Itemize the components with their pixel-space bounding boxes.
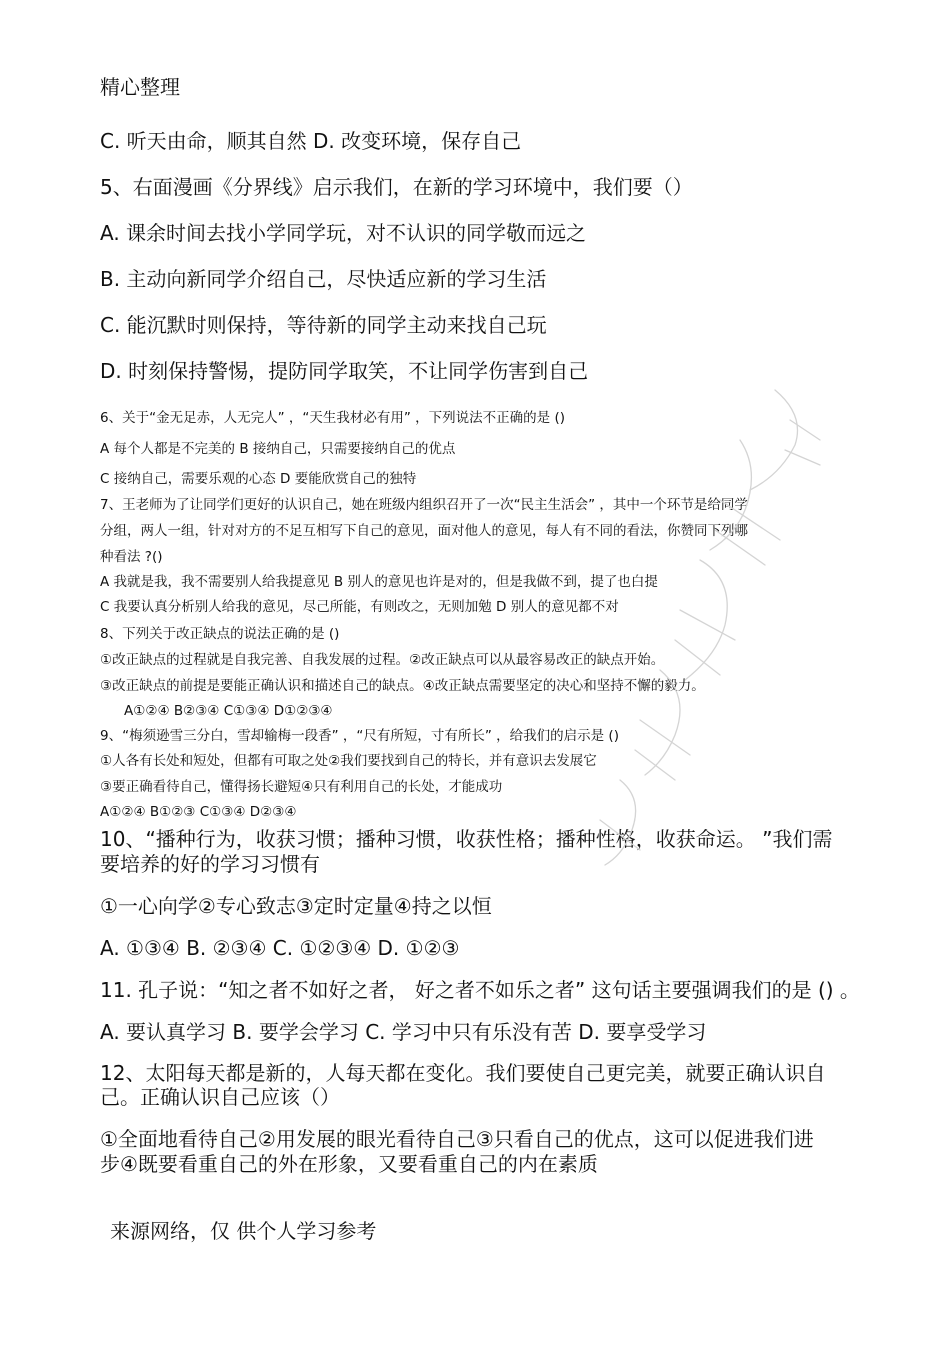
- q8-statement-1-2: ①改正缺点的过程就是自我完善、自我发展的过程。②改正缺点可以从最容易改正的缺点开始。: [100, 652, 665, 668]
- q12-stem-line1: 12、太阳每天都是新的，人每天都在变化。我们要使自己更完美，就要正确认识自: [100, 1061, 826, 1085]
- q8-statement-3-4: ③改正缺点的前提是要能正确认识和描述自己的缺点。④改正缺点需要坚定的决心和坚持不懈的毅力。: [100, 678, 705, 694]
- q7-options-ab: A 我就是我，我不需要别人给我提意见 B 别人的意见也许是对的，但是我做不到，提了也白提: [100, 574, 658, 590]
- q5-stem: 5、右面漫画《分界线》启示我们，在新的学习环境中，我们要（）: [100, 175, 693, 199]
- q5-option-c: C. 能沉默时则保持，等待新的同学主动来找自己玩: [100, 313, 547, 337]
- q8-stem: 8、下列关于改正缺点的说法正确的是 (): [100, 626, 340, 642]
- q10-options: A. ①③④ B. ②③④ C. ①②③④ D. ①②③: [100, 936, 460, 960]
- q12-stem-line2: 己。正确认识自己应该（）: [100, 1085, 340, 1109]
- q7-options-cd: C 我要认真分析别人给我的意见，尽己所能，有则改之，无则加勉 D 别人的意见都不对: [100, 599, 619, 615]
- q7-stem-line1: 7、王老师为了让同学们更好的认识自己，她在班级内组织召开了一次“民主生活会” ，其中一个环节是给同学: [100, 497, 748, 513]
- q12-statement-line2: 步④既要看重自己的外在形象，又要看重自己的内在素质: [100, 1152, 598, 1176]
- q10-statements: ①一心向学②专心致志③定时定量④持之以恒: [100, 894, 492, 918]
- q9-stem: 9、“梅须逊雪三分白，雪却输梅一段香” ，“尺有所短，寸有所长” ，给我们的启示是 (): [100, 728, 619, 744]
- q10-stem-line2: 要培养的好的学习习惯有: [100, 852, 320, 876]
- q12-statement-line1: ①全面地看待自己②用发展的眼光看待自己③只看自己的优点，这可以促进我们进: [100, 1127, 814, 1151]
- q6-options-cd: C 接纳自己，需要乐观的心态 D 要能欣赏自己的独特: [100, 471, 417, 487]
- q9-statement-3-4: ③要正确看待自己，懂得扬长避短④只有利用自己的长处，才能成功: [100, 779, 503, 795]
- q5-option-a: A. 课余时间去找小学同学玩，对不认识的同学敬而远之: [100, 221, 587, 245]
- q7-stem-line3: 种看法 ?(): [100, 549, 163, 565]
- q5-option-b: B. 主动向新同学介绍自己，尽快适应新的学习生活: [100, 267, 547, 291]
- q6-options-ab: A 每个人都是不完美的 B 接纳自己，只需要接纳自己的优点: [100, 441, 456, 457]
- q9-options: A①②④ B①②③ C①③④ D②③④: [100, 804, 297, 820]
- q10-stem-line1: 10、“播种行为，收获习惯；播种习惯，收获性格；播种性格，收获命运。 ”我们需: [100, 827, 833, 851]
- q11-options: A. 要认真学习 B. 要学会学习 C. 学习中只有乐没有苦 D. 要享受学习: [100, 1020, 707, 1044]
- q5-option-d: D. 时刻保持警惕，提防同学取笑，不让同学伤害到自己: [100, 359, 589, 383]
- q8-options: A①②④ B②③④ C①③④ D①②③④: [124, 703, 333, 719]
- q6-stem: 6、关于“金无足赤，人无完人” ，“天生我材必有用” ，下列说法不正确的是 (): [100, 410, 565, 426]
- watermark-graphic: [540, 380, 840, 900]
- q7-stem-line2: 分组，两人一组，针对对方的不足互相写下自己的意见，面对他人的意见，每人有不同的看法，你赞同下列哪: [100, 523, 748, 539]
- q4-options-cd: C. 听天由命，顺其自然 D. 改变环境，保存自己: [100, 129, 522, 153]
- q11-stem: 11. 孔子说：“知之者不如好之者， 好之者不如乐之者” 这句话主要强调我们的是 () 。: [100, 978, 860, 1002]
- q9-statement-1-2: ①人各有长处和短处，但都有可取之处②我们要找到自己的特长，并有意识去发展它: [100, 753, 597, 769]
- page-header: 精心整理: [100, 75, 180, 99]
- page-footer: 来源网络，仅 供个人学习参考: [110, 1219, 377, 1243]
